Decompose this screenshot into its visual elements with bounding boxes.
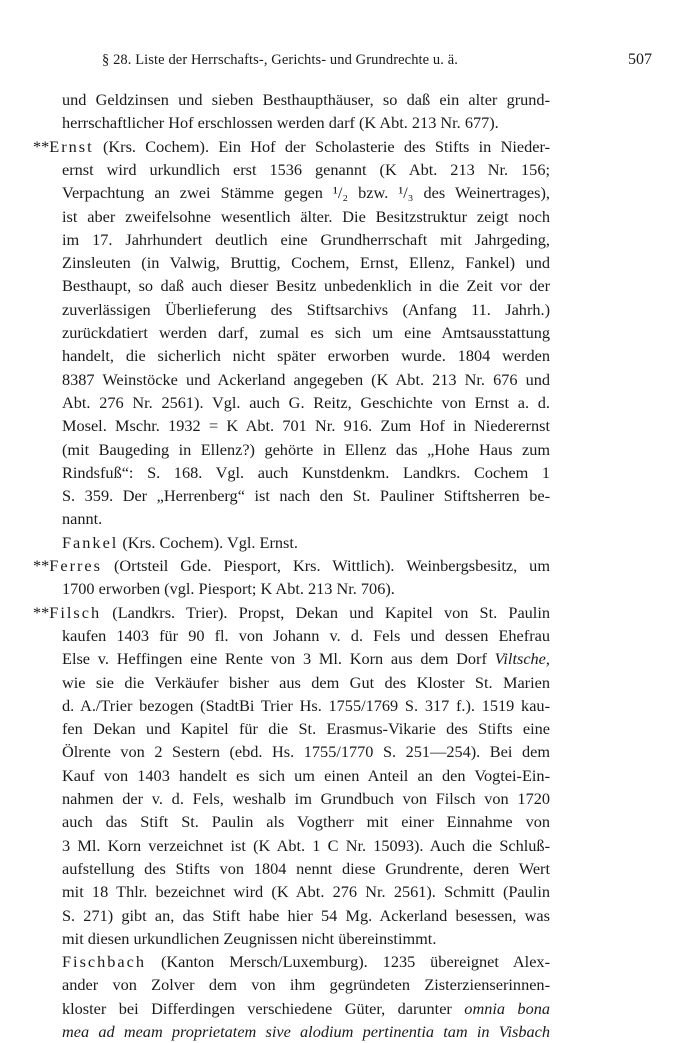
text-line (62, 997, 550, 1020)
line-text: herrschaftlicher Hof erschlossen werden darf (K Abt. 213 Nr. 677). (62, 113, 499, 133)
entry-headword: Fischbach (62, 952, 147, 972)
line-text: nahmen der v. d. Fels, weshalb im Grundbuch von Filsch von 1720 (62, 789, 550, 808)
text-line (62, 438, 550, 461)
text-line (62, 507, 550, 530)
page-number: 507 (628, 51, 652, 68)
line-text: Kauf von 1403 handelt es sich um einen Anteil an den Vogtei-Ein- (62, 765, 550, 785)
text-line (62, 228, 550, 251)
line-text: S. 271) gibt an, das Stift habe hier 54 Mg. Ackerland besessen, was (62, 905, 550, 925)
line-text: Verpachtung an zwei Stämme gegen ¹/₂ bzw. ¹/₃ des Weinertrages), (62, 183, 550, 203)
text-line (62, 717, 550, 740)
text-line (62, 274, 550, 297)
text-line (62, 671, 550, 694)
line-text: wie sie die Verkäufer bisher aus dem Gut des Kloster St. Marien (62, 672, 550, 692)
line-text: ernst wird urkundlich erst 1536 genannt (K Abt. 213 Nr. 156; (62, 159, 550, 179)
text-line (62, 577, 550, 600)
line-text: ** (33, 556, 50, 575)
text-line (62, 834, 550, 857)
entry-headword: Filsch (49, 602, 102, 622)
line-text: 1700 erworben (vgl. Piesport; K Abt. 213 Nr. 706). (62, 579, 395, 599)
line-text: (mit Baugeding in Ellenz?) gehörte in Ellenz das „Hohe Haus zum (62, 439, 550, 459)
text-line (33, 135, 550, 158)
text-line (62, 531, 550, 554)
text-line (62, 414, 550, 437)
line-text: , (545, 649, 550, 669)
line-text: ** (33, 136, 50, 156)
text-line (62, 764, 550, 787)
italic-text: mea ad meam proprietatem sive alodium pertinentia tam in Visbach (62, 1022, 550, 1041)
line-text: Ölrente von 2 Sestern (ebd. Hs. 1755/1770 S. 251—254). Bei dem (62, 742, 550, 762)
text-line (62, 344, 550, 367)
line-text: ander von Zolver dem von ihm gegründeten Zisterzienserinnen- (62, 975, 550, 995)
line-text: (Krs. Cochem). Vgl. Ernst. (118, 532, 298, 552)
text-line (62, 298, 550, 321)
entry-headword: Ferres (49, 556, 102, 575)
line-text: zuverlässigen Überlieferung des Stiftsarchivs (Anfang 11. Jahrh.) (62, 299, 550, 319)
line-text: nannt. (62, 509, 103, 529)
text-line (33, 601, 550, 624)
line-text: fen Dekan und Kapitel für die St. Erasmus-Vikarie des Stifts eine (62, 719, 550, 739)
text-line (62, 787, 550, 810)
text-line (62, 391, 550, 414)
line-text: ** (33, 602, 50, 622)
line-text: ist aber zweifelsohne wesentlich älter. Die Besitzstruktur zeigt noch (62, 206, 550, 226)
line-text: Rindsfuß“: S. 168. Vgl. auch Kunstdenkm. Landkrs. Cochem 1 (62, 462, 550, 482)
text-line (62, 740, 550, 763)
text-line (62, 810, 550, 833)
line-text: Zinsleuten (in Valwig, Bruttig, Cochem, Ernst, Ellenz, Fankel) und (62, 253, 550, 273)
line-text: Besthaupt, so daß auch dieser Besitz unbedenklich in die Zeit vor der (62, 276, 550, 296)
line-text: 8387 Weinstöcke und Ackerland angegeben (K Abt. 213 Nr. 676 und (62, 369, 550, 389)
line-text: aufstellung des Stifts von 1804 nennt diese Grundrente, deren Wert (62, 858, 550, 878)
line-text: mit diesen urkundlichen Zeugnissen nicht übereinstimmt. (62, 928, 437, 948)
text-line (62, 1020, 550, 1043)
text-line (62, 158, 550, 181)
text-line (62, 927, 550, 950)
text-line (62, 647, 550, 670)
text-line (62, 624, 550, 647)
line-text: und Geldzinsen und sieben Besthaupthäuser, so daß ein alter grund- (62, 90, 550, 109)
text-line (62, 205, 550, 228)
text-line (62, 321, 550, 344)
text-line (62, 973, 550, 996)
line-text: auch das Stift St. Paulin als Vogtherr mit einer Einnahme von (62, 812, 550, 832)
text-line (62, 181, 550, 204)
line-text: Mosel. Mschr. 1932 = K Abt. 701 Nr. 916. Zum Hof in Niederernst (62, 416, 550, 436)
text-line (62, 950, 550, 973)
text-line (62, 857, 550, 880)
text-line (62, 368, 550, 391)
text-line (62, 88, 550, 111)
entry-headword: Fankel (62, 532, 119, 552)
text-line (62, 251, 550, 274)
line-text: im 17. Jahrhundert deutlich eine Grundherrschaft mit Jahrgeding, (62, 229, 550, 249)
line-text: kloster bei Differdingen verschiedene Güter, darunter (62, 998, 465, 1018)
line-text: Else v. Heffingen eine Rente von 3 Ml. Korn aus dem Dorf (62, 649, 495, 669)
line-text: Abt. 276 Nr. 2561). Vgl. auch G. Reitz, Geschichte von Ernst a. d. (62, 392, 550, 412)
line-text: kaufen 1403 für 90 fl. von Johann v. d. Fels und dessen Ehefrau (62, 625, 550, 645)
italic-text: Viltsche (494, 649, 546, 669)
line-text: (Landkrs. Trier). Propst, Dekan und Kapitel von St. Paulin (101, 602, 550, 622)
line-text: zurückdatiert werden darf, zumal es sich um eine Amtsausstattung (62, 323, 550, 342)
text-line (62, 461, 550, 484)
text-line (33, 554, 550, 577)
line-text: mit 18 Thlr. bezeichnet wird (K Abt. 276 Nr. 2561). Schmitt (Paulin (62, 882, 550, 902)
line-text: handelt, die sicherlich nicht später erworben wurde. 1804 werden (62, 346, 550, 366)
text-line (62, 880, 550, 903)
text-line (62, 904, 550, 927)
line-text: 3 Ml. Korn verzeichnet ist (K Abt. 1 C Nr. 15093). Auch die Schluß- (62, 835, 550, 855)
running-title: § 28. Liste der Herrschafts-, Gerichts- und Grundrechte u. ä. (102, 52, 458, 68)
line-text: S. 359. Der „Herrenberg“ ist nach den St. Pauliner Stiftsherren be- (62, 486, 550, 506)
line-text: (Ortsteil Gde. Piesport, Krs. Wittlich). Weinbergsbesitz, um (101, 556, 550, 575)
text-line (62, 694, 550, 717)
line-text: (Kanton Mersch/Luxemburg). 1235 übereignet Alex- (146, 952, 550, 972)
entry-headword: Ernst (49, 136, 94, 156)
line-text: (Krs. Cochem). Ein Hof der Scholasterie des Stifts in Nieder- (93, 136, 550, 156)
text-line (62, 484, 550, 507)
line-text: d. A./Trier bezogen (StadtBi Trier Hs. 1755/1769 S. 317 f.). 1519 kau- (62, 695, 550, 715)
italic-text: omnia bona (464, 998, 550, 1018)
text-line (62, 111, 550, 134)
